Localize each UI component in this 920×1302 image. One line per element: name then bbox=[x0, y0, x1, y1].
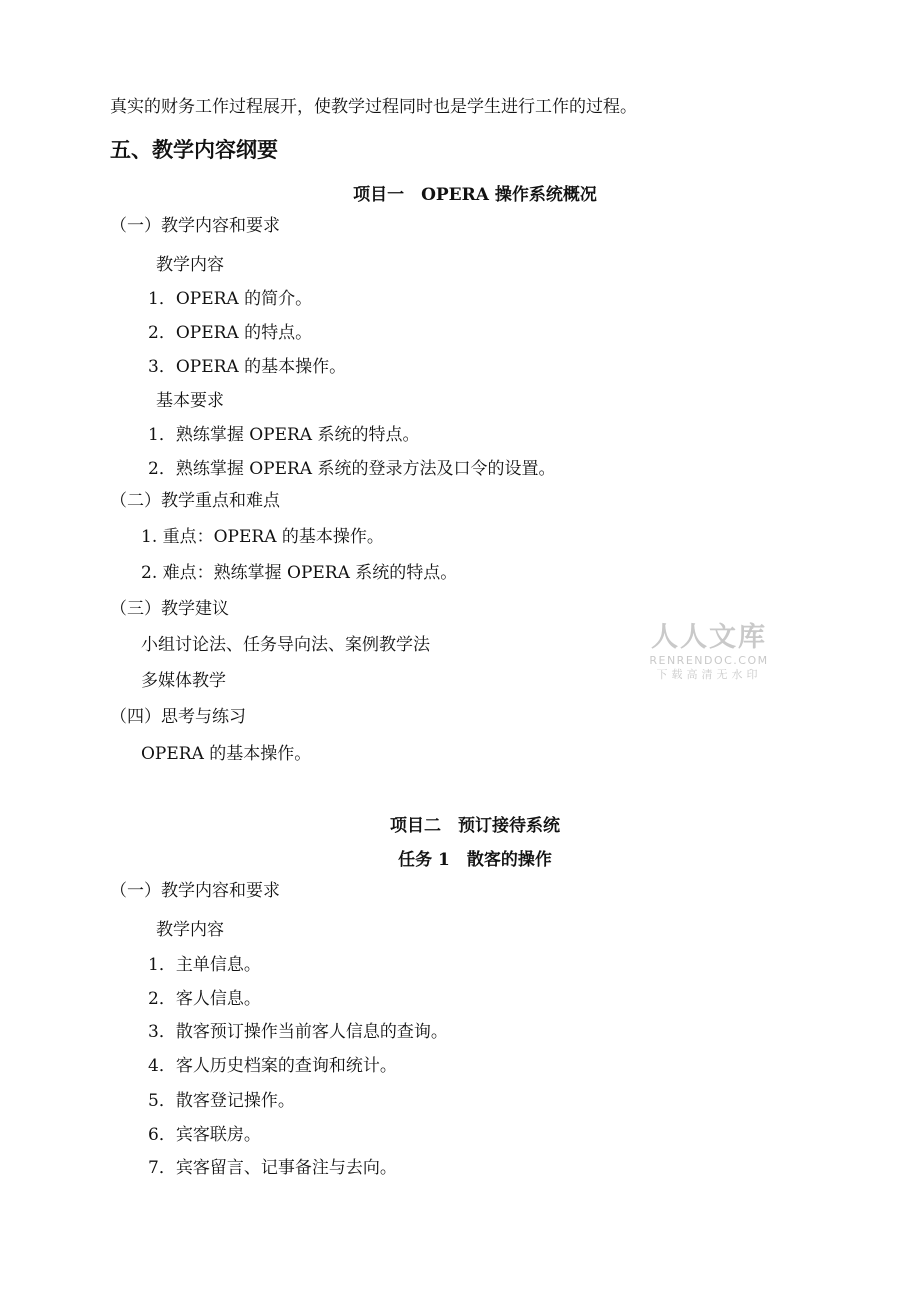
project1-s2-item: 2. 难点：熟练掌握 OPERA 系统的特点。 bbox=[141, 563, 458, 583]
project1-content-label: 教学内容 bbox=[156, 255, 224, 275]
project1-req-label: 基本要求 bbox=[156, 391, 224, 411]
project1-s3-heading: （三）教学建议 bbox=[110, 599, 229, 619]
project1-s2-heading: （二）教学重点和难点 bbox=[110, 491, 280, 511]
project1-title: 项目一 OPERA 操作系统概况 bbox=[353, 185, 597, 205]
project2-content-item: 3．散客预订操作当前客人信息的查询。 bbox=[148, 1022, 448, 1042]
project1-req-item: 1．熟练掌握 OPERA 系统的特点。 bbox=[148, 425, 420, 445]
project2-content-item: 2．客人信息。 bbox=[148, 989, 261, 1009]
project1-s4-text: OPERA 的基本操作。 bbox=[141, 744, 312, 764]
project1-s4-heading: （四）思考与练习 bbox=[110, 707, 246, 727]
project1-s1-heading: （一）教学内容和要求 bbox=[110, 216, 280, 236]
project1-s3-item: 小组讨论法、任务导向法、案例教学法 bbox=[141, 635, 430, 655]
project2-content-item: 1．主单信息。 bbox=[148, 955, 261, 975]
project1-s2-item: 1. 重点：OPERA 的基本操作。 bbox=[141, 527, 384, 547]
project2-content-item: 5．散客登记操作。 bbox=[148, 1091, 295, 1111]
project1-content-item: 1．OPERA 的简介。 bbox=[148, 289, 313, 309]
watermark-title: 人人文库 bbox=[651, 622, 767, 653]
project1-s3-item: 多媒体教学 bbox=[141, 671, 226, 691]
intro-line: 真实的财务工作过程展开，使教学过程同时也是学生进行工作的过程。 bbox=[110, 97, 637, 117]
project2-content-item: 4．客人历史档案的查询和统计。 bbox=[148, 1056, 397, 1076]
section-heading: 五、教学内容纲要 bbox=[110, 138, 278, 162]
project1-content-item: 2．OPERA 的特点。 bbox=[148, 323, 313, 343]
project1-content-item: 3．OPERA 的基本操作。 bbox=[148, 357, 347, 377]
watermark-tagline: 下载高清无水印 bbox=[656, 668, 762, 681]
project2-task-title: 任务 1 散客的操作 bbox=[398, 850, 552, 870]
project2-content-label: 教学内容 bbox=[156, 920, 224, 940]
project2-title: 项目二 预订接待系统 bbox=[390, 816, 560, 836]
project2-s1-heading: （一）教学内容和要求 bbox=[110, 881, 280, 901]
watermark-logo bbox=[646, 622, 772, 682]
project2-content-item: 6．宾客联房。 bbox=[148, 1125, 261, 1145]
project1-req-item: 2．熟练掌握 OPERA 系统的登录方法及口令的设置。 bbox=[148, 459, 556, 479]
project2-content-item: 7．宾客留言、记事备注与去向。 bbox=[148, 1158, 397, 1178]
watermark-domain: RENRENDOC.COM bbox=[649, 654, 769, 667]
